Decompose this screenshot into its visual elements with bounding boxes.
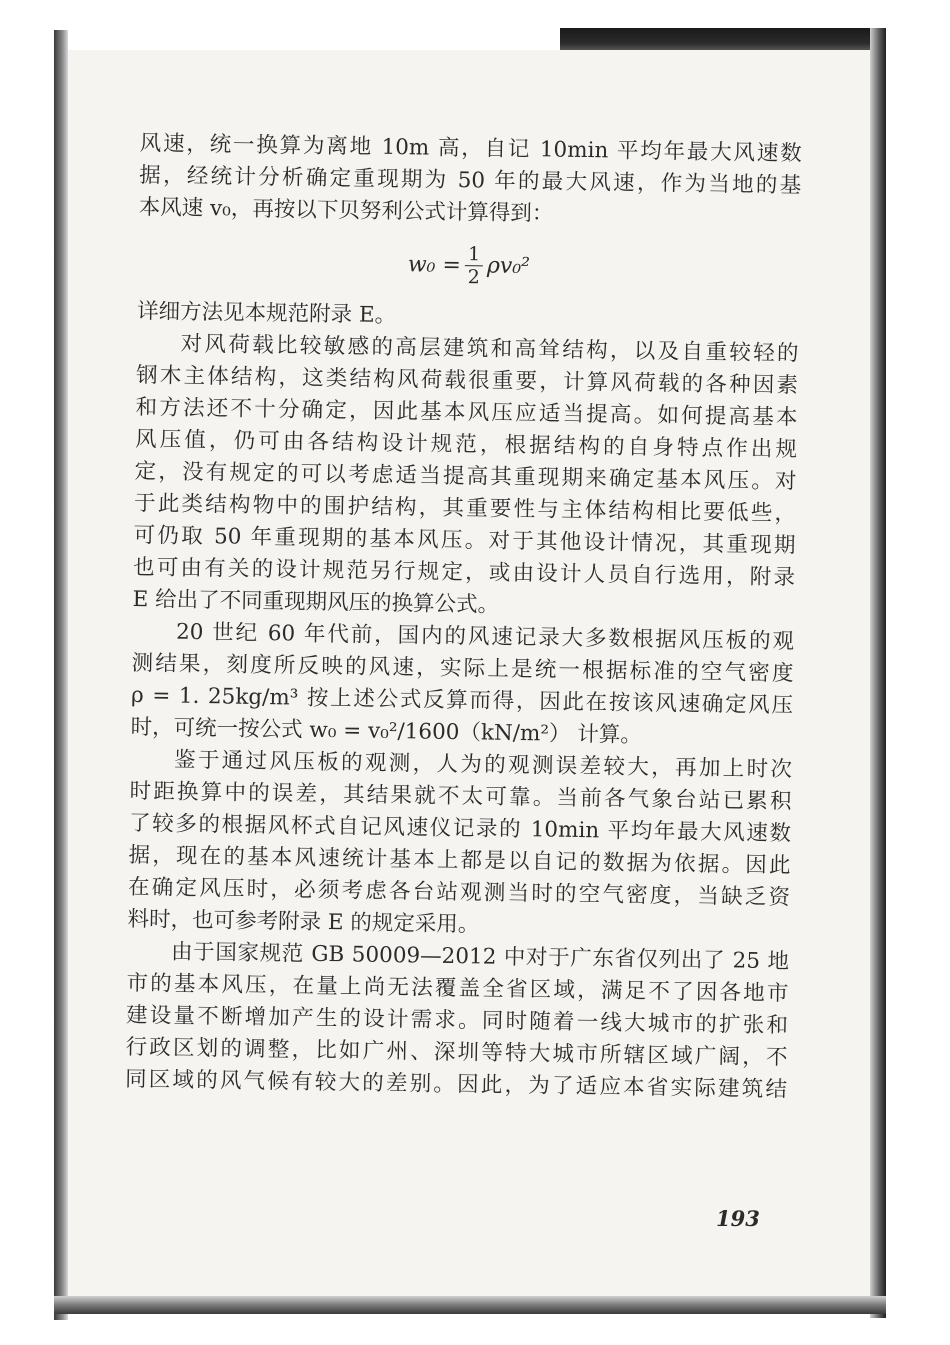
text-line: 定，没有规定的可以考虑适当提高其重现期来确定基本风压。对	[134, 458, 797, 495]
text-line: 时距换算中的误差，其结果就不太可靠。当前各气象台站已累积	[129, 778, 792, 815]
scanner-edge-top	[560, 28, 886, 50]
text-line: 据，经统计分析确定重现期为 50 年的最大风速，作为当地的基	[139, 162, 802, 199]
text-line: 由于国家规范 GB 50009—2012 中对于广东省仅列出了 25 地	[170, 939, 790, 975]
bernoulli-formula	[137, 224, 800, 306]
formula-fraction	[465, 243, 484, 288]
text-line: 于此类结构物中的围护结构，其重要性与主体结构相比要低些，	[133, 490, 797, 527]
text-line: 本风速 v₀，再按以下贝努利公式计算得到：	[138, 194, 554, 227]
text-line: 也可由有关的设计规范另行规定，或由设计人员自行选用，附录	[132, 554, 796, 591]
text-line: 料时，也可参考附录 E 的规定采用。	[127, 906, 480, 938]
scanner-edge-left	[54, 30, 68, 1320]
body-text	[125, 128, 802, 1106]
text-line: 测结果，刻度所反映的风速，实际上是统一根据标准的空气密度	[131, 650, 794, 687]
scanner-edge-right	[870, 28, 886, 1318]
text-line: 20 世纪 60 年代前，国内的风速记录大多数根据风压板的观	[175, 619, 795, 655]
text-line: 据，现在的基本风速统计基本上都是以自记的数据为依据。因此	[128, 842, 791, 879]
text-line: 对风荷载比较敏感的高层建筑和高耸结构，以及自重较轻的	[180, 331, 799, 367]
text-line: 时，可统一按公式 w₀ = v₀²/1600（kN/m²） 计算。	[130, 714, 643, 748]
text-line: 同区域的风气候有较大的差别。因此，为了适应本省实际建筑结	[124, 1066, 788, 1103]
text-line: 详细方法见本规范附录 E。	[136, 298, 397, 329]
text-line: 行政区划的调整，比如广州、深圳等特大城市所辖区域广阔，不	[125, 1034, 788, 1071]
text-line: 了较多的根据风杯式自记风速仪记录的 10min 平均年最大风速数	[128, 810, 792, 847]
formula-lhs: w₀ =	[407, 251, 462, 278]
text-line: 钢木主体结构，这类结构风荷载很重要，计算风荷载的各种因素	[135, 362, 799, 399]
scanner-edge-bottom	[54, 1296, 886, 1314]
page-number: 193	[716, 1206, 760, 1231]
text-line: 风速，统一换算为离地 10m 高，自记 10min 平均年最大风速数	[139, 130, 802, 167]
text-line: 在确定风压时，必须考虑各台站观测当时的空气密度，当缺乏资	[127, 874, 791, 911]
text-line: 风压值，仍可由各结构设计规范，根据结构的自身特点作出规	[134, 426, 798, 463]
text-line: E 给出了不同重现期风压的换算公式。	[132, 586, 500, 618]
formula-denominator: 2	[467, 265, 480, 288]
text-line: 市的基本风压，在量上尚无法覆盖全省区域，满足不了因各地市	[126, 970, 789, 1007]
formula-rhs: ρv₀²	[486, 252, 531, 279]
text-line: 和方法还不十分确定，因此基本风压应适当提高。如何提高基本	[135, 394, 798, 431]
formula-numerator: 1	[465, 243, 483, 266]
text-line: 鉴于通过风压板的观测，人为的观测误差较大，再加上时次	[173, 747, 793, 783]
text-line: 可仍取 50 年重现期的基本风压。对于其他设计情况，其重现期	[133, 522, 796, 559]
text-line: ρ = 1. 25kg/m³ 按上述公式反算而得，因此在按该风速确定风压	[130, 682, 794, 719]
text-line: 建设量不断增加产生的设计需求。同时随着一线大城市的扩张和	[125, 1002, 789, 1039]
